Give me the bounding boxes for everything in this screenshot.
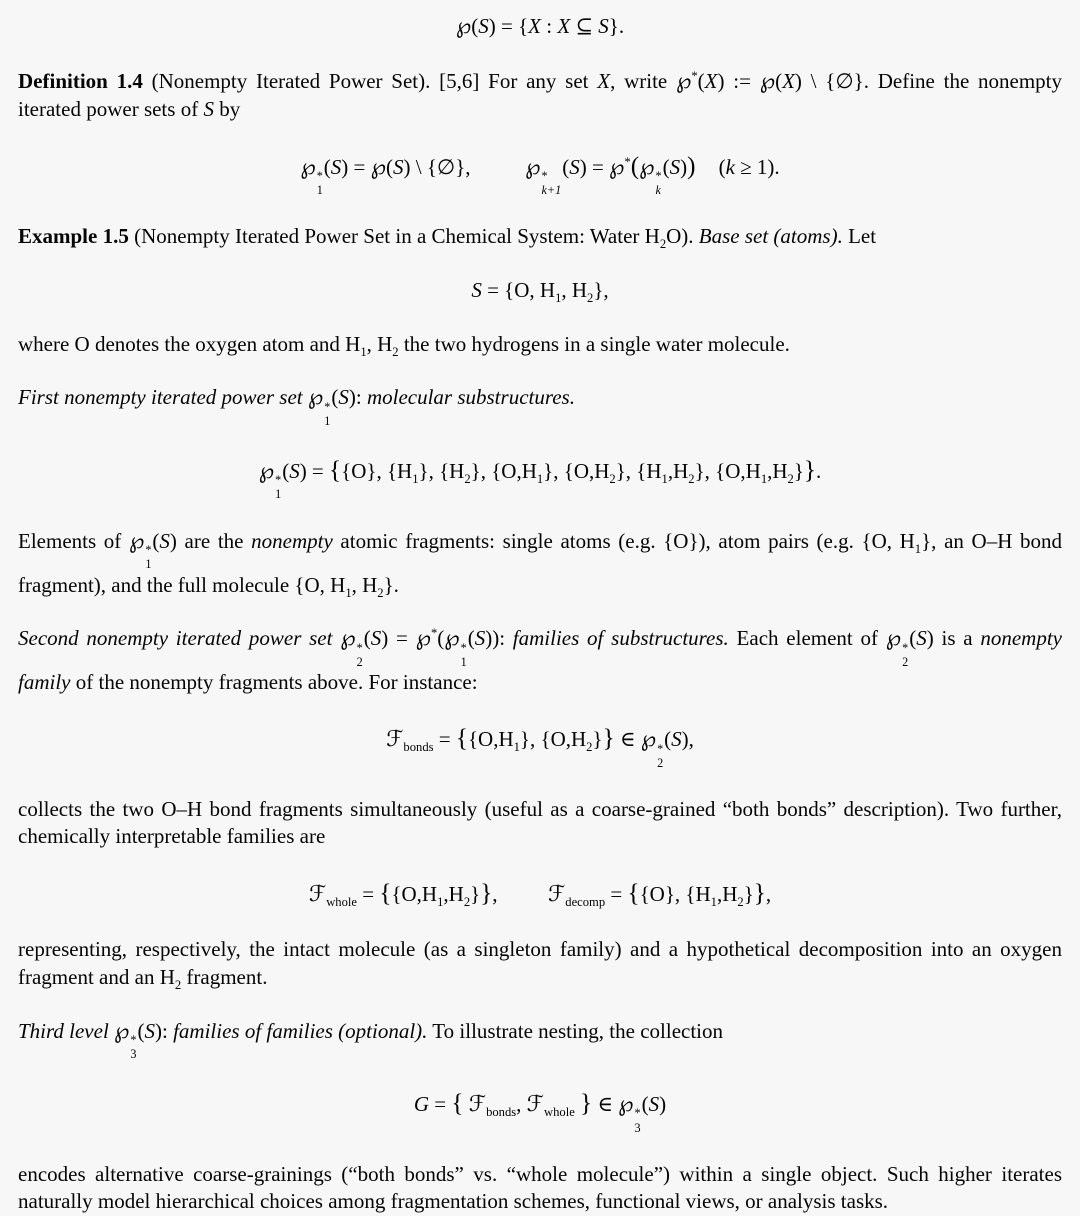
heading-second-level: Second nonempty iterated power set ℘ * 2 (S) = ℘*(℘ * 1 (S)): families of substructures. Each element of ℘ * 2 (S) is a nonempty family of the nonempty fragments above. For instance: [18, 626, 1062, 694]
para-bonds-note: collects the two O–H bond fragments simultaneously (useful as a coarse-grained “both bonds” description). Two further, chemically interpretable families are [18, 796, 1062, 849]
display-f-bonds: ℱ$_{bonds}$ = {$\{O,H_1\}$, $\{O,H_2\}$} ∈ ℘ * 2 (S), [386, 725, 694, 770]
display-power-set-definition: ℘(S) = {X : X ⊆ S}. [455, 14, 625, 39]
para-definition-1-4: Definition 1.4 (Nonempty Iterated Power Set). [5,6] For any set X, write ℘*(X) := ℘(X) \ {∅}. Define the nonempty iterated power sets of S by [18, 69, 1063, 122]
display-base-set: S = {O, $H_1$, $H_2$}, [471, 277, 609, 306]
display-p1-elements: ℘ * 1 (S) = {{O}, $\{H_1\}$, $\{H_2\}$, $\{O,H_1\}$, $\{O,H_2\}$, $\{H_1,H_2\}$, $\{O,H_1,H_2\}$}. [258, 456, 822, 502]
heading-first-level: First nonempty iterated power set ℘ * 1 (S): molecular substructures. [18, 385, 575, 428]
heading-third-level: Third level ℘ * 3 (S): families of families (optional). To illustrate nesting, the collection [18, 1018, 724, 1062]
para-example-1-5: Example 1.5 (Nonempty Iterated Power Set in a Chemical System: Water $H_2O$). Base set (atoms). Let [18, 224, 877, 252]
para-higher-iterates-note: encodes alternative coarse-grainings (“both bonds” vs. “whole molecule”) within a single object. Such higher iterates naturally model hierarchical choices among fragmentation schemes, functional views, or analysis tasks. [18, 1161, 1062, 1214]
display-iterated-power-set-def: ℘ * 1 (S) = ℘(S) \ {∅}, ℘ * k+1 (S) = ℘*(℘ * k (S)) (k ≥ 1). [300, 152, 780, 198]
para-fragments-note: Elements of ℘ * 1 (S) are the nonempty atomic fragments: single atoms (e.g. {O}), atom pairs (e.g. {O, $H_1$}, an O–H bond fragment), and the full molecule {O, $H_1$, $H_2$}. [18, 529, 1063, 600]
display-g-collection: G = { ℱ$_{bonds}$, ℱ$_{whole}$ } ∈ ℘ * 3 (S) [413, 1090, 667, 1135]
para-atoms-note: where O denotes the oxygen atom and $H_1$, $H_2$ the two hydrogens in a single water molecule. [18, 331, 790, 359]
para-decomp-note: representing, respectively, the intact molecule (as a singleton family) and a hypothetical decomposition into an oxygen fragment and an $H_2$ fragment. [18, 937, 1062, 993]
display-f-whole-decomp: ℱ$_{whole}$ = $\{\{O,H_1,H_2\}\}$, ℱ$_{decomp}$ = {{O}, $\{H_1,H_2\}$}, [308, 880, 772, 910]
